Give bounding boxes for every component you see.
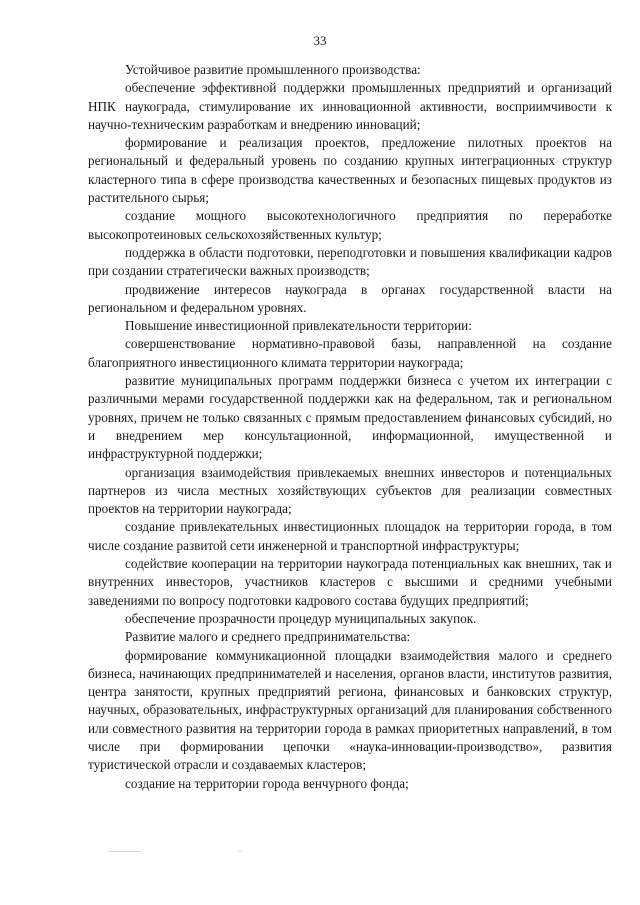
list-item: обеспечение прозрачности процедур муниципальных закупок. [125, 610, 477, 626]
list-item: создание привлекательных инвестиционных площадок на территории города, в том числе создание развитой сети инженерной и транспортной инфраструктуры; [88, 519, 612, 553]
page-number: 33 [313, 33, 327, 48]
list-item: продвижение интересов наукограда в органах государственной власти на региональном и федеральном уровнях. [88, 281, 612, 315]
list-item: создание на территории города венчурного фонда; [125, 775, 409, 791]
section-heading-industry: Устойчивое развитие промышленного производства: [125, 62, 421, 77]
list-item: совершенствование нормативно-правовой базы, направленной на создание благоприятного инвестиционного климата территории наукограда; [88, 336, 612, 370]
list-item: формирование коммуникационной площадки взаимодействия малого и среднего бизнеса, начинающих предпринимателей и населения, органов власти, институтов развития, центра занятости, крупных предприятий региона, финансовых и банковских структур, научных, образовательных, инфраструктурных организаций для планирования собственного или совместного развития на территории города в рамках приоритетных направлений, в том числе при формировании цепочки «наука-инновации-производство», развития туристической отрасли и создаваемых кластеров; [88, 647, 612, 773]
list-item: развитие муниципальных программ поддержки бизнеса с учетом их интеграции с различными мерами государственной поддержки как на федеральном, так и региональном уровнях, причем не только связанных с прямым предоставлением финансовых субсидий, но и внедрением мер консультационной, информационной, имущественной и инфраструктурной поддержки; [88, 373, 612, 462]
list-item: содействие кооперации на территории наукограда потенциальных как внешних, так и внутренних инвесторов, участников кластеров с высшими и средними учебными заведениями по вопросу подготовки кадрового состава будущих предприятий; [88, 556, 612, 608]
list-item: обеспечение эффективной поддержки промышленных предприятий и организаций НПК наукограда, стимулирование их инновационной активности, восприимчивости к научно-техническим разработкам и внедрению инноваций; [88, 80, 612, 132]
list-item: создание мощного высокотехнологичного предприятия по переработке высокопротеиновых сельскохозяйственных культур; [88, 208, 612, 242]
list-item: поддержка в области подготовки, переподготовки и повышения квалификации кадров при создании стратегически важных производств; [88, 244, 612, 279]
section-heading-small-business: Развитие малого и среднего предпринимательства: [125, 629, 411, 645]
section-heading-investment: Повышение инвестиционной привлекательности территории: [125, 318, 472, 334]
scan-artifact [108, 851, 142, 852]
list-item: организация взаимодействия привлекаемых внешних инвесторов и потенциальных партнеров из числа местных хозяйствующих субъектов для реализации совместных проектов на территории наукограда; [88, 464, 612, 517]
list-item: формирование и реализация проектов, предложение пилотных проектов на региональный и федеральный уровень по созданию крупных интеграционных структур кластерного типа в сфере производства качественных и безопасных пищевых продуктов из растительного сырья; [88, 135, 612, 206]
document-body [88, 61, 612, 793]
scan-artifact [238, 851, 242, 852]
